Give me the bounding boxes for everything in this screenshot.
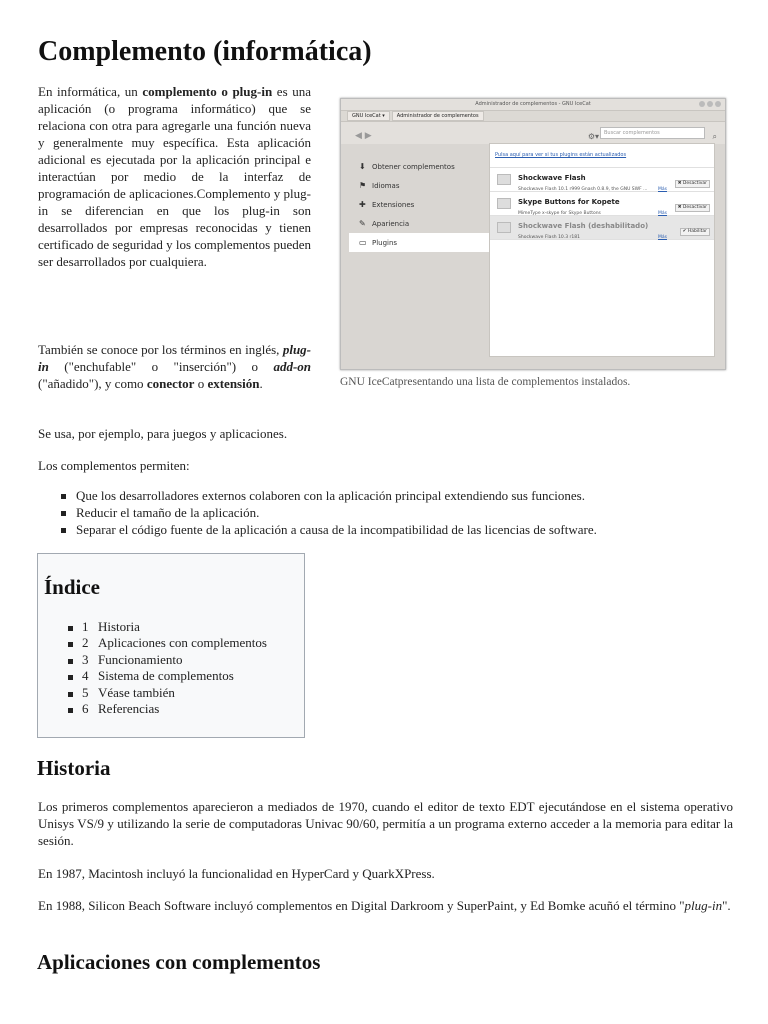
term-plug-in-italic: plug-in bbox=[684, 898, 723, 913]
toc-item-referencias[interactable]: 6 Referencias bbox=[38, 701, 304, 717]
historia-paragraph-1: Los primeros complementos aparecieron a mediados de 1970, cuando el editor de texto EDT ejecutándose en el sistema operativo Unisys VS/9 y utilizando la serie de computadoras Univac 90/60, permitía a un programa externo acceder a la memoria para editar la sesión. bbox=[38, 799, 733, 848]
list-item: Que los desarrolladores externos colaboren con la aplicación principal extendiendo sus funciones. bbox=[38, 487, 738, 504]
browser-tabs bbox=[341, 111, 725, 122]
list-item: Reducir el tamaño de la aplicación. bbox=[38, 504, 738, 521]
addons-search: Buscar complementos bbox=[600, 127, 705, 139]
window-controls bbox=[697, 101, 721, 112]
search-icon: ⌕ bbox=[712, 132, 717, 141]
tab-addons: Administrador de complementos bbox=[392, 111, 484, 121]
window-titlebar: Administrador de complementos - GNU IceCat bbox=[341, 99, 725, 111]
screenshot-figure[interactable] bbox=[340, 98, 726, 370]
toc-item-aplicaciones[interactable]: 2 Aplicaciones con complementos bbox=[38, 635, 304, 651]
tab-icecat: GNU IceCat ▾ bbox=[347, 111, 390, 121]
sidebar-item-idiomas: ⚑ Idiomas bbox=[349, 176, 489, 195]
plugin-row-disabled: Shockwave Flash (deshabilitado) Shockwave Flash 10.3 r181 Más ✔ Habilitar bbox=[490, 216, 714, 240]
toc-item-historia[interactable]: 1 Historia bbox=[38, 619, 304, 635]
plugin-row: Shockwave Flash Shockwave Flash 10.1 r999 Gnash 0.8.9, the GNU SWF ... Más ✖ Desactivar bbox=[490, 168, 714, 192]
plugin-icon bbox=[497, 198, 511, 209]
update-check-link: Pulsa aquí para ver si tus plugins están actualizados bbox=[490, 144, 714, 168]
disable-button: ✖ Desactivar bbox=[675, 204, 710, 212]
disable-button: ✖ Desactivar bbox=[675, 180, 710, 188]
historia-paragraph-3: En 1988, Silicon Beach Software incluyó complementos en Digital Darkroom y SuperPaint, y Ed Bomke acuñó el término "plug-in". bbox=[38, 898, 731, 913]
plugins-pane bbox=[489, 143, 715, 357]
back-forward-icon: ◀ ▶ bbox=[355, 131, 372, 141]
toc-title: Índice bbox=[44, 575, 101, 599]
table-of-contents bbox=[37, 553, 305, 738]
enable-button: ✔ Habilitar bbox=[680, 228, 710, 236]
toc-item-sistema[interactable]: 4 Sistema de complementos bbox=[38, 668, 304, 684]
plugin-row: Skype Buttons for Kopete MimeType x-skype for Skype Buttons Más ✖ Desactivar bbox=[490, 192, 714, 216]
uso-paragraph: Se usa, por ejemplo, para juegos y aplicaciones. bbox=[38, 426, 288, 441]
section-heading-aplicaciones: Aplicaciones con complementos bbox=[37, 950, 321, 974]
features-list bbox=[38, 487, 738, 538]
term-conector: conector bbox=[146, 376, 195, 391]
list-item: Separar el código fuente de la aplicación a causa de la incompatibilidad de las licencias de software. bbox=[38, 521, 738, 538]
term-complemento: complemento o plug-in bbox=[142, 84, 273, 99]
plugin-icon bbox=[497, 174, 511, 185]
brush-icon: ✎ bbox=[359, 219, 366, 228]
addons-sidebar bbox=[349, 157, 489, 252]
term-add-on: add-on bbox=[273, 359, 311, 374]
sidebar-item-apariencia: ✎ Apariencia bbox=[349, 214, 489, 233]
tools-icon: ⚙▾ bbox=[587, 132, 599, 141]
plugin-icon: ▭ bbox=[359, 238, 367, 247]
addons-toolbar bbox=[341, 122, 725, 144]
sidebar-item-obtener: ⬇ Obtener complementos bbox=[349, 157, 489, 176]
sidebar-item-extensiones: ✚ Extensiones bbox=[349, 195, 489, 214]
puzzle-icon: ✚ bbox=[359, 200, 366, 209]
plugin-icon bbox=[497, 222, 511, 233]
toc-item-vease[interactable]: 5 Véase también bbox=[38, 685, 304, 701]
section-heading-historia: Historia bbox=[37, 756, 111, 780]
permiten-paragraph: Los complementos permiten: bbox=[38, 458, 190, 473]
toc-item-funcionamiento[interactable]: 3 Funcionamiento bbox=[38, 652, 304, 668]
sidebar-item-plugins: ▭ Plugins bbox=[349, 233, 489, 252]
page-title: Complemento (informática) bbox=[38, 36, 372, 67]
intro-paragraph: En informática, un complemento o plug-in es una aplicación (o programa informático) que se relaciona con otra para agregarle una función nueva y generalmente muy específica. Esta aplicación adicional es ejecutada por la aplicación principal e interactúan por medio de la interfaz de programación de aplicaciones.Complemento y plug-in se diferencian en que los plug-in son desarrollados por empresas reconocidas y tienen certificado de seguridad y los complementos pueden ser desarrollados por cualquiera. bbox=[38, 84, 311, 269]
term-extension: extensión bbox=[207, 376, 260, 391]
figure-caption: GNU IceCatpresentando una lista de complementos instalados. bbox=[340, 376, 631, 388]
term-plug-in: plug-in bbox=[38, 342, 311, 374]
historia-paragraph-2: En 1987, Macintosh incluyó la funcionalidad en HyperCard y QuarkXPress. bbox=[38, 866, 435, 881]
language-icon: ⚑ bbox=[359, 181, 367, 190]
terms-paragraph: También se conoce por los términos en inglés, plug-in ("enchufable" o "inserción") o add-on ("añadido"), y como conector o extensión. bbox=[38, 342, 311, 391]
download-icon: ⬇ bbox=[359, 162, 366, 171]
